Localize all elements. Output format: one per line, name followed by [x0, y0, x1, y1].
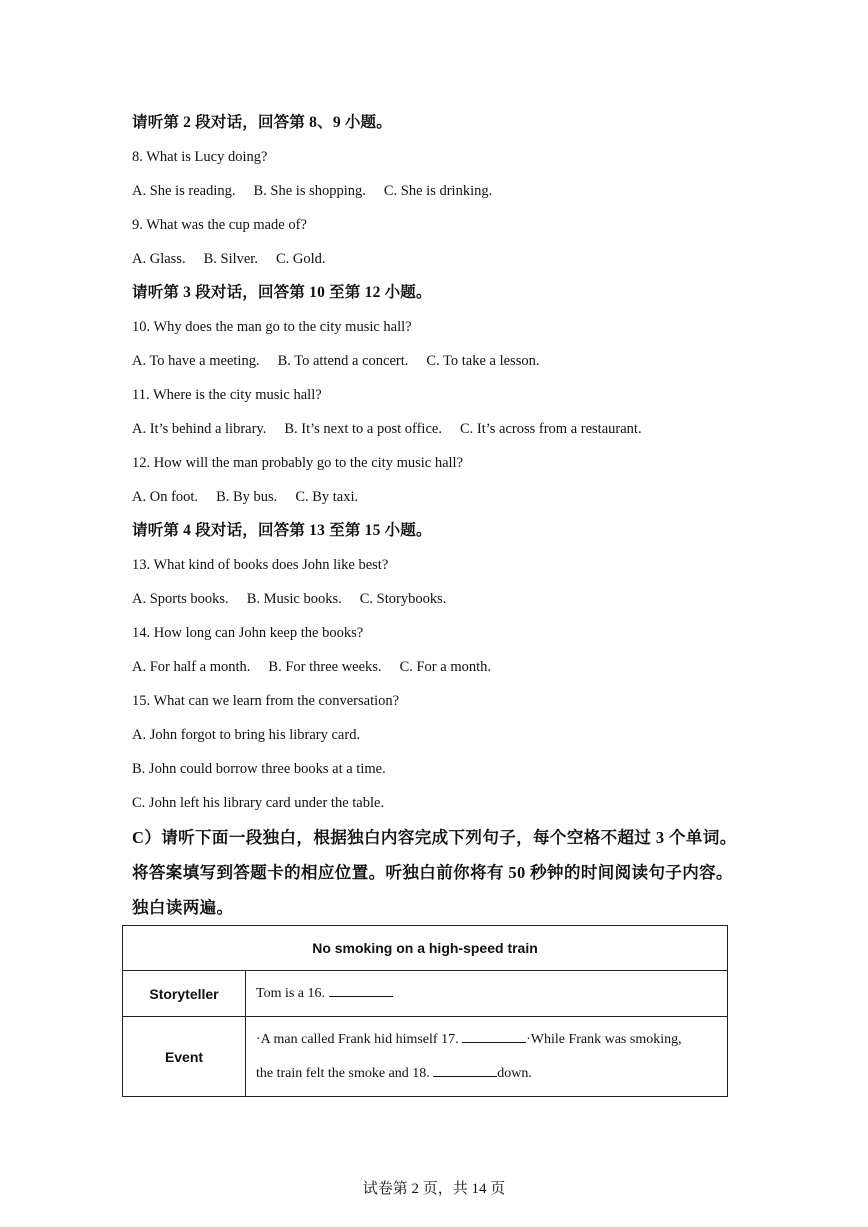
- section-2-heading: 请听第 2 段对话，回答第 8、9 小题。: [132, 114, 392, 131]
- question-13-options: [132, 590, 464, 608]
- question-15: 15. What can we learn from the conversation?: [132, 693, 400, 709]
- option-13b: B. Music books.: [246, 591, 342, 607]
- part-c-instruction-line-1: C）请听下面一段独白，根据独白内容完成下列句子，每个空格不超过 3 个单词。: [132, 828, 737, 847]
- question-9-options: [132, 250, 344, 268]
- question-11-options: [132, 420, 660, 438]
- question-12: 12. How will the man probably go to the city music hall?: [132, 455, 464, 471]
- event-text-1b: ·While Frank was smoking,: [526, 1031, 682, 1047]
- option-15c: C. John left his library card under the table.: [132, 795, 385, 811]
- option-12b: B. By bus.: [216, 489, 278, 505]
- section-4-heading: 请听第 4 段对话，回答第 13 至第 15 小题。: [132, 522, 432, 539]
- table-title: No smoking on a high-speed train: [123, 926, 728, 971]
- question-9: 9. What was the cup made of?: [132, 217, 307, 233]
- storyteller-cell: [246, 971, 728, 1017]
- option-14c: C. For a month.: [399, 659, 491, 675]
- question-13: 13. What kind of books does John like best?: [132, 557, 389, 573]
- part-c-instruction-line-2: 将答案填写到答题卡的相应位置。听独白前你将有 50 秒钟的时间阅读句子内容。: [132, 863, 733, 882]
- option-11a: A. It’s behind a library.: [132, 421, 267, 437]
- question-10-options: [132, 352, 557, 370]
- blank-18: [433, 1062, 497, 1077]
- question-14: 14. How long can John keep the books?: [132, 625, 364, 641]
- option-9c: C. Gold.: [275, 251, 326, 267]
- question-11: 11. Where is the city music hall?: [132, 387, 322, 403]
- option-11c: C. It’s across from a restaurant.: [459, 421, 642, 437]
- option-8c: C. She is drinking.: [383, 183, 493, 199]
- part-c-instruction-line-3: 独白读两遍。: [132, 898, 234, 917]
- storyteller-text: Tom is a 16.: [256, 985, 326, 1001]
- option-9b: B. Silver.: [203, 251, 258, 267]
- option-15b: B. John could borrow three books at a time.: [132, 761, 386, 777]
- question-8: 8. What is Lucy doing?: [132, 149, 268, 165]
- option-10c: C. To take a lesson.: [426, 353, 540, 369]
- option-15a: A. John forgot to bring his library card.: [132, 727, 361, 743]
- option-9a: A. Glass.: [132, 251, 186, 267]
- storyteller-label: Storyteller: [123, 971, 246, 1017]
- question-14-options: [132, 658, 509, 676]
- option-12a: A. On foot.: [132, 489, 199, 505]
- event-line-2: [256, 1057, 727, 1091]
- question-12-options: [132, 488, 376, 506]
- option-13a: A. Sports books.: [132, 591, 229, 607]
- event-text-1a: ·A man called Frank hid himself 17.: [256, 1031, 459, 1047]
- option-10b: B. To attend a concert.: [277, 353, 409, 369]
- blank-17: [462, 1028, 526, 1043]
- section-3-heading: 请听第 3 段对话，回答第 10 至第 12 小题。: [132, 284, 432, 301]
- event-label: Event: [123, 1017, 246, 1097]
- event-text-2a: the train felt the smoke and 18.: [256, 1065, 430, 1081]
- option-12c: C. By taxi.: [295, 489, 359, 505]
- option-11b: B. It’s next to a post office.: [284, 421, 442, 437]
- option-14a: A. For half a month.: [132, 659, 251, 675]
- page-footer: 试卷第 2 页，共 14 页: [362, 1181, 506, 1197]
- question-8-options: [132, 182, 510, 200]
- option-8a: A. She is reading.: [132, 183, 236, 199]
- blank-16: [329, 982, 393, 997]
- question-10: 10. Why does the man go to the city music hall?: [132, 319, 412, 335]
- option-8b: B. She is shopping.: [253, 183, 366, 199]
- event-cell: [246, 1017, 728, 1097]
- option-10a: A. To have a meeting.: [132, 353, 260, 369]
- event-text-2b: down.: [497, 1065, 532, 1081]
- answer-table: [122, 925, 728, 1097]
- option-14b: B. For three weeks.: [268, 659, 382, 675]
- event-line-1: [256, 1023, 727, 1057]
- option-13c: C. Storybooks.: [359, 591, 447, 607]
